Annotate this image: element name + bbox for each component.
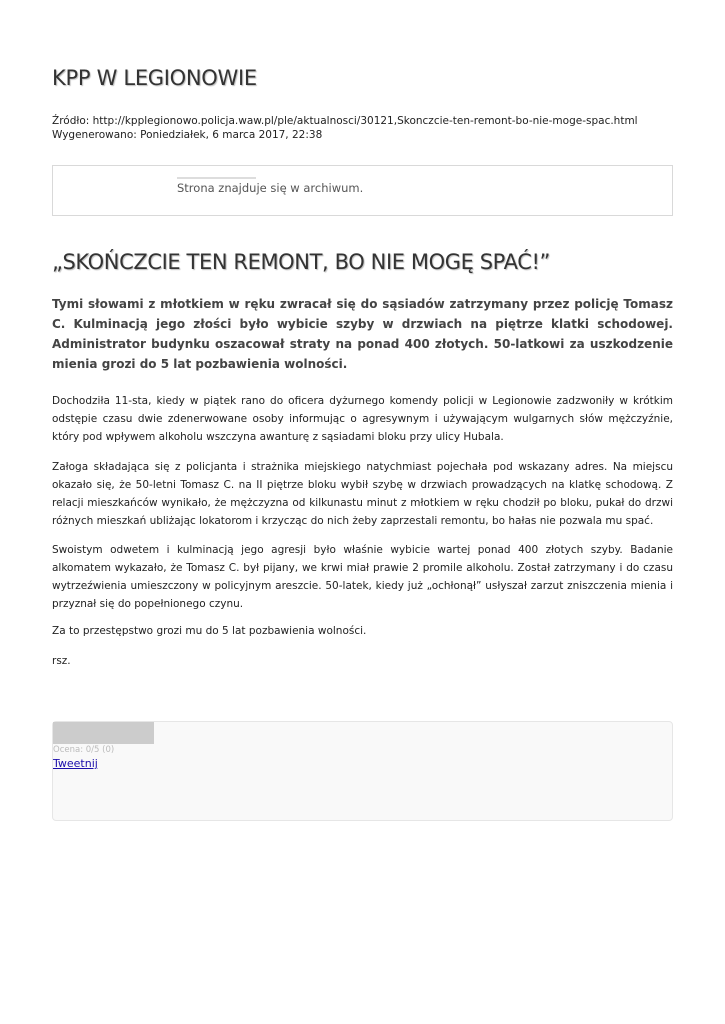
rating-box — [52, 721, 673, 821]
site-title: KPP W LEGIONOWIE — [52, 66, 257, 90]
article-title: „SKOŃCZCIE TEN REMONT, BO NIE MOGĘ SPAĆ!” — [52, 250, 550, 274]
archive-notice: Strona znajduje się w archiwum. — [177, 181, 364, 195]
meta-info — [52, 114, 638, 142]
archive-divider — [177, 177, 256, 179]
article-paragraph: Swoistym odwetem i kulminacją jego agresji było właśnie wybicie wartej ponad 400 złotych szyby. Badanie alkomatem wykazało, że Tomasz C. był pijany, we krwi miał prawie 2 promile alkoholu. Został zatrzymany i do czasu wytrzeźwienia umieszczony w policyjnym areszcie. 50-latek, kiedy już „ochłonął” usłyszał zarzut zniszczenia mienia i przyznał się do popełnionego czynu. — [52, 544, 673, 610]
tweet-link[interactable]: Tweetnij — [53, 757, 98, 770]
article-paragraph: Załoga składająca się z policjanta i strażnika miejskiego natychmiast pojechała pod wskazany adres. Na miejscu okazało się, że 50-letni Tomasz C. na II piętrze bloku wybił szybę w drzwiach prowadzących na klatkę schodową. Z relacji mieszkańców wynikało, że mężczyzna od kilkunastu minut z młotkiem w ręku chodził po bloku, pukał do drzwi różnych mieszkań ubliżając lokatorom i krzycząc do nich żeby zaprzestali remontu, bo hałas nie pozwala mu spać. — [52, 461, 673, 527]
article-signature: rsz. — [52, 655, 71, 667]
article-paragraph: Za to przestępstwo grozi mu do 5 lat pozbawienia wolności. — [52, 625, 367, 637]
generated-line: Wygenerowano: Poniedziałek, 6 marca 2017, 22:38 — [52, 129, 323, 141]
rating-score: Ocena: 0/5 (0) — [53, 745, 115, 755]
source-line: Źródło: http://kpplegionowo.policja.waw.pl/ple/aktualnosci/30121,Skonczcie-ten-remont-bo-nie-moge-spac.html — [52, 115, 638, 127]
archive-notice-box — [52, 165, 673, 216]
rating-stars-bar[interactable] — [53, 722, 154, 744]
article-paragraph: Dochodziła 11-sta, kiedy w piątek rano do oficera dyżurnego komendy policji w Legionowie zadzwoniły w krótkim odstępie czasu dwie zdenerwowane osoby informując o agresywnym i używającym wulgarnych słów mężczyźnie, który pod wpływem alkoholu wszczyna awanturę z sąsiadami bloku przy ulicy Hubala. — [52, 395, 673, 443]
article-lead: Tymi słowami z młotkiem w ręku zwracał się do sąsiadów zatrzymany przez policję Tomasz C. Kulminacją jego złości było wybicie szyby w drzwiach na piętrze klatki schodowej. Administrator budynku oszacował straty na ponad 400 złotych. 50-latkowi za uszkodzenie mienia grozi do 5 lat pozbawienia wolności. — [52, 297, 673, 371]
